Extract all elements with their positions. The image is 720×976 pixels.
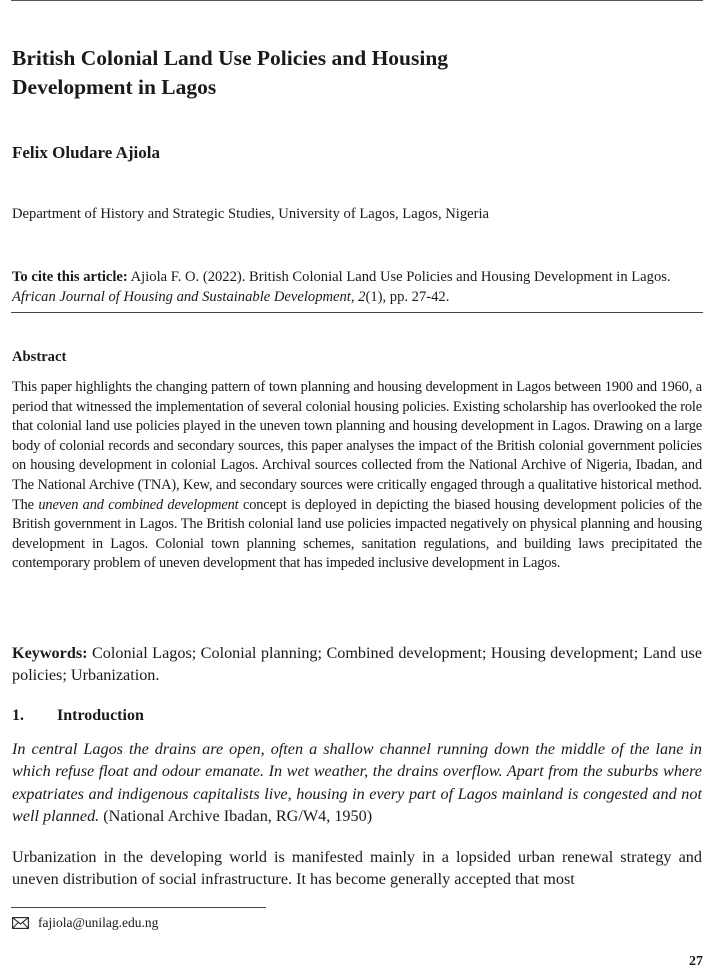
- epigraph-quote: [12, 738, 702, 828]
- citation-label: To cite this article:: [12, 269, 128, 285]
- envelope-icon: [12, 917, 29, 929]
- article-title: [12, 44, 532, 102]
- section-heading-introduction: [12, 707, 144, 725]
- abstract-text-1: This paper highlights the changing pattern of town planning and housing development in Lagos between 1900 and 1960, a period that witnessed the implementation of several colonial housing policies. Existing scholarship has overlooked the role that colonial land use policies played in the uneven town planning and housing development in Lagos. Drawing on a large body of colonial records and secondary sources, this paper analyses the impact of the British colonial government policies on housing development in colonial Lagos. Archival sources collected from the National Archive of Nigeria, Ibadan, and The National Archive (TNA), Kew, and secondary sources were critically engaged through a qualitative historical method. The: [12, 379, 702, 513]
- title-line-1: British Colonial Land Use Policies and Housing: [12, 46, 449, 70]
- citation-divider: [11, 312, 703, 313]
- quote-source: (National Archive Ibadan, RG/W4, 1950): [103, 807, 373, 826]
- citation-text: Ajiola F. O. (2022). British Colonial Land Use Policies and Housing Development in Lagos.: [130, 269, 671, 285]
- quote-text: In central Lagos the drains are open, often a shallow channel running down the middle of the lane in which refuse float and odour emanate. In wet weather, the drains overflow. Apart from the suburbs where expatriates and indigenous capitalists live, housing in every part of Lagos mainland is congested and not well planned.: [12, 740, 702, 826]
- author-affiliation: Department of History and Strategic Studies, University of Lagos, Lagos, Nigeria: [12, 206, 490, 222]
- keywords: [12, 642, 702, 686]
- keywords-label: Keywords:: [12, 644, 88, 662]
- author-name: Felix Oludare Ajiola: [12, 143, 160, 162]
- footnote: [12, 915, 158, 931]
- citation-issue: (1), pp. 27-42.: [365, 289, 450, 305]
- top-rule: [11, 0, 703, 1]
- citation-journal: African Journal of Housing and Sustainable Development, 2: [12, 289, 366, 305]
- title-line-2: Development in Lagos: [12, 75, 217, 99]
- page-number: 27: [689, 954, 703, 969]
- section-title: Introduction: [57, 707, 144, 724]
- abstract-heading: Abstract: [12, 349, 67, 365]
- body-paragraph: Urbanization in the developing world is manifested mainly in a lopsided urban renewal strategy and uneven distribution of social infrastructure. It has become generally accepted that most: [12, 848, 702, 889]
- abstract-italic-term: uneven and combined development: [38, 496, 239, 513]
- abstract-text-2: concept is deployed in depicting the biased housing development policies of the British government in Lagos. The British colonial land use policies impacted negatively on physical planning and housing development in Lagos. Colonial town planning schemes, sanitation regulations, and building laws precipitated the contemporary problem of uneven development that has impeded inclusive development in Lagos.: [12, 496, 703, 572]
- footnote-divider: [11, 907, 266, 908]
- abstract-body: [12, 378, 702, 574]
- keywords-text: Colonial Lagos; Colonial planning; Combined development; Housing development; Land use policies; Urbanization.: [12, 644, 703, 684]
- citation-block: [12, 267, 702, 307]
- author-email[interactable]: fajiola@unilag.edu.ng: [38, 915, 159, 930]
- section-number: 1.: [12, 707, 24, 724]
